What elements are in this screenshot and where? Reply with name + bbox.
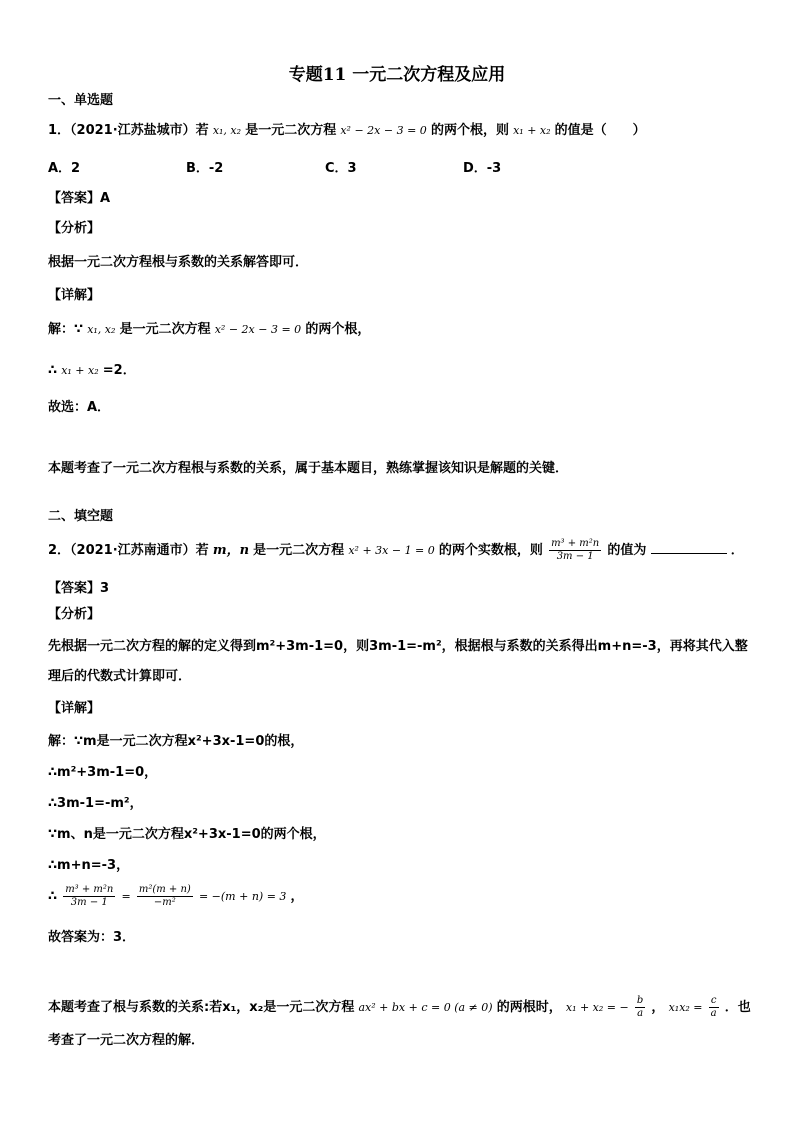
question-1-detail-line-2 [48,362,136,380]
question-2-analysis-line-1: 先根据一元二次方程的解的定义得到m²+3m-1=0，则3m-1=-m²，根据根与系数的关系得出m+n=-3，再将其代入整 [48,639,748,654]
detail-text: 的两个根， [305,322,371,337]
detail-equation: x² − 2x − 3 = 0 [214,323,302,336]
option-c: C．3 [325,161,357,176]
question-2-summary-line-1 [48,995,751,1020]
question-1-conclusion: 故选：A． [48,400,111,415]
question-1-analysis-heading: 【分析】 [48,221,101,236]
vieta-product: x₁x₂ = [668,1001,703,1014]
question-2-end: ． [730,543,744,558]
question-1-answer: 【答案】A [48,191,111,206]
question-2-detail-line-3: ∴3m-1=-m²， [48,796,143,811]
fraction-denominator: 3m − 1 [556,551,594,562]
section-heading-single-choice: 一、单选题 [48,93,114,108]
question-2-detail-line-4: ∵m、n是一元二次方程x²+3x-1=0的两个根， [48,827,326,842]
vieta-sum: x₁ + x₂ = − [565,1001,629,1014]
therefore-symbol: ∴ [48,889,58,904]
summary-separator: ， [651,1000,665,1015]
fraction-denominator: 3m − 1 [70,897,108,908]
fraction-numerator: m³ + m²n [551,538,600,549]
question-2-mid2: 的两个实数根，则 [438,543,543,558]
detail-text: 是一元二次方程 [119,322,211,337]
fraction-denominator: −m² [153,897,176,908]
question-2-equation: x² + 3x − 1 = 0 [348,544,435,557]
detail-fraction-1 [63,884,115,909]
fraction-numerator: c [709,995,719,1008]
detail-vars: x₁, x₂ [87,323,116,336]
question-2-analysis-line-2: 理后的代数式计算即可． [48,669,192,684]
question-2-detail-heading: 【详解】 [48,701,101,716]
question-2-fraction [549,538,601,563]
detail-expression: x₁ + x₂ [61,364,99,377]
question-2-answer: 【答案】3 [48,581,110,596]
question-1-mid: 是一元二次方程 [245,123,337,138]
question-1-prefix: 1．（2021·江苏盐城市）若 [48,123,209,138]
question-1-analysis: 根据一元二次方程根与系数的关系解答即可． [48,255,309,270]
question-2-suffix: 的值为 [607,543,647,558]
detail-text: ， [290,889,304,904]
answer-blank[interactable] [651,539,727,554]
option-a: A．2 [48,161,81,176]
equals-sign: = [121,890,131,903]
detail-fraction-2 [137,884,193,909]
detail-text: =2． [102,363,136,378]
question-2-summary-line-2: 考查了一元二次方程的解． [48,1033,205,1048]
question-2-detail-line-2: ∴m²+3m-1=0， [48,765,158,780]
question-1-summary: 本题考查了一元二次方程根与系数的关系，属于基本题目，熟练掌握该知识是解题的关键． [48,461,569,476]
summary-equation: ax² + bx + c = 0 (a ≠ 0) [358,1001,493,1014]
question-1-mid2: 的两个根，则 [430,123,509,138]
question-2-conclusion: 故答案为：3． [48,930,136,945]
therefore-symbol: ∴ [48,363,58,378]
question-2-detail-line-6 [48,884,304,909]
question-2-prefix: 2．（2021·江苏南通市）若 [48,543,209,558]
summary-text: 本题考查了根与系数的关系:若x₁，x₂是一元二次方程 [48,1000,355,1015]
question-2-vars: m，n [212,543,250,558]
summary-text: 的两根时， [496,1000,562,1015]
fraction-denominator: a [710,1008,717,1019]
question-2-stem [48,538,744,563]
question-1-detail-heading: 【详解】 [48,288,101,303]
summary-text: ．也 [724,1000,751,1015]
question-2-analysis-heading: 【分析】 [48,607,101,622]
option-d: D．-3 [463,161,502,176]
question-2-detail-line-1: 解：∵m是一元二次方程x²+3x-1=0的根， [48,734,304,749]
page-title: 专题11 一元二次方程及应用 [288,65,506,85]
detail-text: 解：∵ [48,322,84,337]
question-1-detail-line-1 [48,321,370,339]
fraction-numerator: m³ + m²n [65,884,114,895]
question-1-equation: x² − 2x − 3 = 0 [340,124,427,137]
question-1-stem [48,122,646,140]
question-2-mid: 是一元二次方程 [253,543,345,558]
fraction-denominator: a [637,1008,644,1019]
fraction-numerator: m²(m + n) [138,884,191,895]
detail-result: = −(m + n) = 3 [198,890,287,903]
fraction-b-over-a [635,995,645,1020]
question-1-expression: x₁ + x₂ [513,124,551,137]
section-heading-fill-blank: 二、填空题 [48,509,114,524]
fraction-numerator: b [636,995,644,1006]
question-2-detail-line-5: ∴m+n=-3， [48,858,130,873]
question-1-vars: x₁, x₂ [212,124,242,137]
option-b: B．-2 [186,161,224,176]
question-1-suffix: 的值是（ ） [554,123,646,138]
fraction-c-over-a [709,995,719,1020]
